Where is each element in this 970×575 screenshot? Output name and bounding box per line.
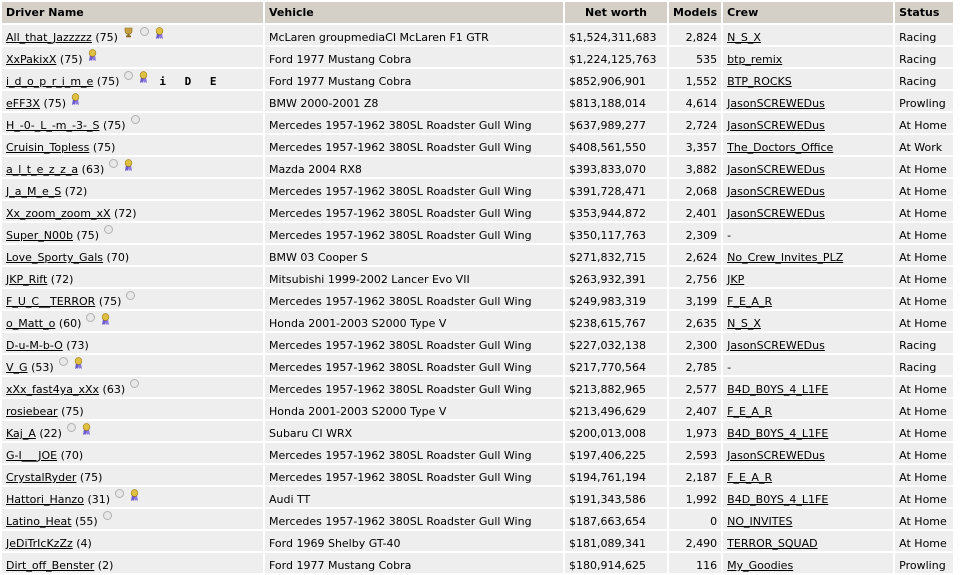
vehicle-cell: Mercedes 1957-1962 380SL Roadster Gull Wing xyxy=(265,443,563,463)
driver-badges xyxy=(120,31,167,44)
driver-link[interactable]: Xx_zoom_zoom_xX xyxy=(6,207,111,220)
col-header-networth[interactable]: Net worth xyxy=(565,2,667,23)
table-row xyxy=(2,443,953,463)
models-cell: 2,593 xyxy=(669,443,721,463)
table-row xyxy=(2,267,953,287)
crew-cell xyxy=(723,267,893,287)
table-row xyxy=(2,333,953,353)
driver-link[interactable]: i_d_o_p_r_i_m_e xyxy=(6,75,94,88)
driver-level: (31) xyxy=(87,493,111,506)
vehicle-cell: Mercedes 1957-1962 380SL Roadster Gull Wing xyxy=(265,509,563,529)
status-cell: At Home xyxy=(895,399,953,419)
vehicle-cell: Audi TT xyxy=(265,487,563,507)
networth-cell: $393,833,070 xyxy=(565,157,667,177)
crew-cell xyxy=(723,355,893,375)
networth-cell: $197,406,225 xyxy=(565,443,667,463)
driver-link[interactable]: xXx_fast4ya_xXx xyxy=(6,383,100,396)
crew-link[interactable]: JasonSCREWEDus xyxy=(727,185,825,198)
driver-cell xyxy=(2,245,263,265)
vehicle-cell: Mercedes 1957-1962 380SL Roadster Gull Wing xyxy=(265,465,563,485)
status-cell: At Home xyxy=(895,509,953,529)
ribbon-icon xyxy=(127,493,142,506)
driver-link[interactable]: F_U_C__TERROR xyxy=(6,295,96,308)
table-row xyxy=(2,157,953,177)
status-cell: Prowling xyxy=(895,553,953,573)
driver-link[interactable]: V_G xyxy=(6,361,28,374)
circle-icon xyxy=(100,515,115,528)
vehicle-cell: Ford 1977 Mustang Cobra xyxy=(265,553,563,573)
driver-level: (2) xyxy=(97,559,114,572)
driver-link[interactable]: Love_Sporty_Gals xyxy=(6,251,104,264)
driver-badges xyxy=(101,229,116,242)
crew-cell xyxy=(723,91,893,111)
networth-cell: $813,188,014 xyxy=(565,91,667,111)
driver-badges xyxy=(68,97,83,110)
crew-none: - xyxy=(727,361,732,374)
ribbon-icon xyxy=(136,75,151,88)
networth-cell: $1,224,125,763 xyxy=(565,47,667,67)
models-cell: 1,552 xyxy=(669,69,721,89)
vehicle-cell: BMW 03 Cooper S xyxy=(265,245,563,265)
crew-link[interactable]: No_Crew_Invites_PLZ xyxy=(727,251,844,264)
status-cell: At Home xyxy=(895,157,953,177)
table-body xyxy=(2,25,953,573)
crew-link[interactable]: JasonSCREWEDus xyxy=(727,339,825,352)
col-header-status[interactable]: Status xyxy=(895,2,953,23)
networth-cell: $249,983,319 xyxy=(565,289,667,309)
circle-icon xyxy=(112,493,127,506)
crew-link[interactable]: JasonSCREWEDus xyxy=(727,119,825,132)
vehicle-cell: BMW 2000-2001 Z8 xyxy=(265,91,563,111)
status-cell: At Home xyxy=(895,465,953,485)
table-row xyxy=(2,47,953,67)
driver-link[interactable]: Kaj_A xyxy=(6,427,36,440)
driver-cell xyxy=(2,311,263,331)
driver-cell xyxy=(2,25,263,45)
status-cell: At Home xyxy=(895,487,953,507)
driver-link[interactable]: Latino_Heat xyxy=(6,515,72,528)
driver-level: (75) xyxy=(43,97,67,110)
driver-badges xyxy=(106,163,136,176)
networth-cell: $213,882,965 xyxy=(565,377,667,397)
models-cell: 2,068 xyxy=(669,179,721,199)
driver-level: (55) xyxy=(75,515,98,528)
driver-level: (72) xyxy=(50,273,74,286)
crew-link[interactable]: B4D_B0YS_4_L1FE xyxy=(727,427,829,440)
table-row xyxy=(2,179,953,199)
ribbon-icon xyxy=(71,361,86,374)
circle-icon xyxy=(137,31,152,44)
crew-cell xyxy=(723,333,893,353)
crew-link[interactable]: btp_remix xyxy=(727,53,783,66)
driver-cell xyxy=(2,465,263,485)
table-row xyxy=(2,289,953,309)
table-row xyxy=(2,421,953,441)
status-cell: At Home xyxy=(895,443,953,463)
table-row xyxy=(2,245,953,265)
driver-cell xyxy=(2,91,263,111)
networth-cell: $271,832,715 xyxy=(565,245,667,265)
crew-link[interactable]: JKP xyxy=(727,273,745,286)
networth-cell: $191,343,586 xyxy=(565,487,667,507)
driver-cell xyxy=(2,157,263,177)
driver-cell xyxy=(2,333,263,353)
models-cell: 1,973 xyxy=(669,421,721,441)
table-row xyxy=(2,223,953,243)
col-header-vehicle[interactable]: Vehicle xyxy=(265,2,563,23)
driver-level: (22) xyxy=(39,427,62,440)
table-row xyxy=(2,487,953,507)
models-cell: 4,614 xyxy=(669,91,721,111)
networth-cell: $350,117,763 xyxy=(565,223,667,243)
networth-cell: $181,089,341 xyxy=(565,531,667,551)
driver-level: (75) xyxy=(92,141,116,154)
crew-cell xyxy=(723,553,893,573)
driver-cell xyxy=(2,443,263,463)
models-cell: 2,824 xyxy=(669,25,721,45)
crew-link[interactable]: JasonSCREWEDus xyxy=(727,207,825,220)
vehicle-cell: McLaren groupmediaCI McLaren F1 GTR xyxy=(265,25,563,45)
networth-cell: $391,728,471 xyxy=(565,179,667,199)
networth-cell: $353,944,872 xyxy=(565,201,667,221)
driver-level: (53) xyxy=(31,361,54,374)
vehicle-cell: Mercedes 1957-1962 380SL Roadster Gull Wing xyxy=(265,113,563,133)
driver-level: (72) xyxy=(114,207,137,220)
circle-icon xyxy=(83,317,98,330)
driver-link[interactable]: JKP_Rift xyxy=(6,273,48,286)
crew-cell xyxy=(723,509,893,529)
models-cell: 0 xyxy=(669,509,721,529)
crew-link[interactable]: NO_INVITES xyxy=(727,515,793,528)
driver-badges xyxy=(64,427,94,440)
driver-cell xyxy=(2,289,263,309)
crew-link[interactable]: N_S_X xyxy=(727,317,761,330)
ribbon-icon xyxy=(152,31,167,44)
crew-link[interactable]: JasonSCREWEDus xyxy=(727,97,825,110)
status-cell: At Home xyxy=(895,289,953,309)
crew-link[interactable]: The_Doctors_Office xyxy=(727,141,834,154)
vehicle-cell: Subaru CI WRX xyxy=(265,421,563,441)
vehicle-cell: Honda 2001-2003 S2000 Type V xyxy=(265,311,563,331)
driver-cell xyxy=(2,487,263,507)
ribbon-icon xyxy=(79,427,94,440)
crew-link[interactable]: JasonSCREWEDus xyxy=(727,163,825,176)
status-cell: Prowling xyxy=(895,91,953,111)
status-cell: At Home xyxy=(895,267,953,287)
crew-cell xyxy=(723,113,893,133)
vehicle-cell: Honda 2001-2003 S2000 Type V xyxy=(265,399,563,419)
status-cell: At Home xyxy=(895,311,953,331)
crew-link[interactable]: BTP_ROCKS xyxy=(727,75,792,88)
models-cell: 2,756 xyxy=(669,267,721,287)
models-cell: 116 xyxy=(669,553,721,573)
models-cell: 2,635 xyxy=(669,311,721,331)
driver-link[interactable]: Dirt_off_Benster xyxy=(6,559,95,572)
vehicle-cell: Ford 1977 Mustang Cobra xyxy=(265,47,563,67)
models-cell: 2,309 xyxy=(669,223,721,243)
crew-cell xyxy=(723,245,893,265)
crew-cell xyxy=(723,421,893,441)
driver-badges xyxy=(100,515,115,528)
table-row xyxy=(2,201,953,221)
driver-cell xyxy=(2,201,263,221)
driver-cell xyxy=(2,179,263,199)
driver-badges xyxy=(127,383,142,396)
driver-cell xyxy=(2,223,263,243)
col-header-driver[interactable]: Driver Name xyxy=(2,2,263,23)
table-row xyxy=(2,465,953,485)
status-cell: At Home xyxy=(895,179,953,199)
ribbon-icon xyxy=(121,163,136,176)
driver-cell xyxy=(2,531,263,551)
models-cell: 3,357 xyxy=(669,135,721,155)
driver-link[interactable]: o_Matt_o xyxy=(6,317,56,330)
networth-cell: $263,932,391 xyxy=(565,267,667,287)
models-cell: 2,187 xyxy=(669,465,721,485)
crew-cell xyxy=(723,157,893,177)
driver-level: (72) xyxy=(64,185,88,198)
driver-link[interactable]: a_l_t_e_z_z_a xyxy=(6,163,79,176)
crew-link[interactable]: F_E_A_R xyxy=(727,471,773,484)
crew-cell xyxy=(723,443,893,463)
status-cell: Racing xyxy=(895,47,953,67)
crew-link[interactable]: B4D_B0YS_4_L1FE xyxy=(727,383,829,396)
status-cell: At Home xyxy=(895,377,953,397)
vehicle-cell: Mercedes 1957-1962 380SL Roadster Gull Wing xyxy=(265,223,563,243)
status-cell: At Home xyxy=(895,113,953,133)
table-row xyxy=(2,91,953,111)
networth-cell: $187,663,654 xyxy=(565,509,667,529)
driver-cell xyxy=(2,47,263,67)
driver-level: (70) xyxy=(106,251,130,264)
table-row xyxy=(2,113,953,133)
circle-icon xyxy=(121,75,136,88)
vehicle-cell: Ford 1977 Mustang Cobra xyxy=(265,69,563,89)
crew-none: - xyxy=(727,229,732,242)
status-cell: Racing xyxy=(895,69,953,89)
networth-cell: $637,989,277 xyxy=(565,113,667,133)
driver-level: (63) xyxy=(102,383,126,396)
table-row xyxy=(2,377,953,397)
table-row xyxy=(2,355,953,375)
driver-level: (60) xyxy=(58,317,82,330)
ribbon-icon xyxy=(85,53,100,66)
table-row xyxy=(2,509,953,529)
driver-tag: i D E xyxy=(159,75,223,88)
crew-link[interactable]: JasonSCREWEDus xyxy=(727,449,825,462)
driver-link[interactable]: Cruisin_Topless xyxy=(6,141,90,154)
driver-badges xyxy=(56,361,86,374)
models-cell: 2,724 xyxy=(669,113,721,133)
networth-cell: $1,524,311,683 xyxy=(565,25,667,45)
header-row xyxy=(2,2,953,23)
driver-badges xyxy=(85,53,100,66)
driver-cell xyxy=(2,509,263,529)
trophy-icon xyxy=(120,31,137,44)
driver-cell xyxy=(2,355,263,375)
table-row xyxy=(2,69,953,89)
ribbon-icon xyxy=(98,317,113,330)
networth-cell: $200,013,008 xyxy=(565,421,667,441)
networth-cell: $852,906,901 xyxy=(565,69,667,89)
status-cell: Racing xyxy=(895,25,953,45)
circle-icon xyxy=(101,229,116,242)
crew-cell xyxy=(723,487,893,507)
col-header-models[interactable]: Models xyxy=(669,2,721,23)
networth-cell: $408,561,550 xyxy=(565,135,667,155)
models-cell: 2,407 xyxy=(669,399,721,419)
table-row xyxy=(2,25,953,45)
circle-icon xyxy=(128,119,143,132)
crew-link[interactable]: B4D_B0YS_4_L1FE xyxy=(727,493,829,506)
driver-link[interactable]: D-u-M-b-O xyxy=(6,339,63,352)
driver-link[interactable]: XxPakixX xyxy=(6,53,57,66)
status-cell: Racing xyxy=(895,333,953,353)
driver-link[interactable]: JeDiTrIcKzZz xyxy=(6,537,73,550)
driver-level: (75) xyxy=(96,75,120,88)
circle-icon xyxy=(64,427,79,440)
models-cell: 3,199 xyxy=(669,289,721,309)
driver-level: (63) xyxy=(81,163,105,176)
table-row xyxy=(2,531,953,551)
vehicle-cell: Mitsubishi 1999-2002 Lancer Evo VII xyxy=(265,267,563,287)
models-cell: 2,401 xyxy=(669,201,721,221)
driver-cell xyxy=(2,267,263,287)
driver-cell xyxy=(2,69,263,89)
networth-cell: $194,761,194 xyxy=(565,465,667,485)
vehicle-cell: Mercedes 1957-1962 380SL Roadster Gull Wing xyxy=(265,179,563,199)
driver-link[interactable]: G-I___JOE xyxy=(6,449,58,462)
models-cell: 2,624 xyxy=(669,245,721,265)
crew-cell xyxy=(723,25,893,45)
driver-level: (75) xyxy=(102,119,126,132)
driver-link[interactable]: H_-0-_L_-m_-3-_S xyxy=(6,119,100,132)
crew-link[interactable]: F_E_A_R xyxy=(727,295,773,308)
crew-cell xyxy=(723,377,893,397)
circle-icon xyxy=(106,163,121,176)
col-header-crew[interactable]: Crew xyxy=(723,2,893,23)
models-cell: 3,882 xyxy=(669,157,721,177)
crew-link[interactable]: My_Goodies xyxy=(727,559,794,572)
crew-cell xyxy=(723,179,893,199)
driver-link[interactable]: Super_N00b xyxy=(6,229,73,242)
models-cell: 1,992 xyxy=(669,487,721,507)
models-cell: 2,300 xyxy=(669,333,721,353)
vehicle-cell: Mercedes 1957-1962 380SL Roadster Gull Wing xyxy=(265,289,563,309)
crew-cell xyxy=(723,289,893,309)
circle-icon xyxy=(127,383,142,396)
crew-link[interactable]: TERROR_SQUAD xyxy=(727,537,818,550)
driver-badges xyxy=(112,493,142,506)
crew-cell xyxy=(723,465,893,485)
driver-link[interactable]: J_a_M_e_S xyxy=(6,185,62,198)
circle-icon xyxy=(56,361,71,374)
status-cell: At Home xyxy=(895,201,953,221)
crew-cell xyxy=(723,311,893,331)
crew-cell xyxy=(723,69,893,89)
status-cell: At Home xyxy=(895,245,953,265)
crew-cell xyxy=(723,531,893,551)
driver-level: (75) xyxy=(76,229,100,242)
driver-cell xyxy=(2,377,263,397)
driver-level: (73) xyxy=(66,339,89,352)
driver-level: (4) xyxy=(76,537,92,550)
driver-level: (75) xyxy=(79,471,103,484)
vehicle-cell: Mercedes 1957-1962 380SL Roadster Gull Wing xyxy=(265,333,563,353)
status-cell: Racing xyxy=(895,355,953,375)
driver-level: (75) xyxy=(98,295,122,308)
driver-level: (75) xyxy=(61,405,84,418)
networth-cell: $180,914,625 xyxy=(565,553,667,573)
driver-level: (75) xyxy=(95,31,118,44)
vehicle-cell: Ford 1969 Shelby GT-40 xyxy=(265,531,563,551)
driver-cell xyxy=(2,553,263,573)
table-row xyxy=(2,399,953,419)
driver-cell xyxy=(2,421,263,441)
vehicle-cell: Mercedes 1957-1962 380SL Roadster Gull Wing xyxy=(265,201,563,221)
driver-cell xyxy=(2,399,263,419)
status-cell: At Home xyxy=(895,421,953,441)
models-cell: 2,577 xyxy=(669,377,721,397)
driver-badges xyxy=(83,317,113,330)
crew-cell xyxy=(723,399,893,419)
table-row xyxy=(2,553,953,573)
status-cell: At Home xyxy=(895,223,953,243)
ribbon-icon xyxy=(68,97,83,110)
status-cell: At Work xyxy=(895,135,953,155)
models-cell: 2,490 xyxy=(669,531,721,551)
driver-badges xyxy=(121,75,151,88)
status-cell: At Home xyxy=(895,531,953,551)
networth-cell: $213,496,629 xyxy=(565,399,667,419)
vehicle-cell: Mercedes 1957-1962 380SL Roadster Gull Wing xyxy=(265,355,563,375)
driver-badges xyxy=(128,119,143,132)
crew-cell xyxy=(723,135,893,155)
table-row xyxy=(2,135,953,155)
driver-link[interactable]: eFF3X xyxy=(6,97,40,110)
vehicle-cell: Mercedes 1957-1962 380SL Roadster Gull Wing xyxy=(265,377,563,397)
crew-link[interactable]: F_E_A_R xyxy=(727,405,773,418)
table-row xyxy=(2,311,953,331)
driver-cell xyxy=(2,113,263,133)
driver-link[interactable]: Hattori_Hanzo xyxy=(6,493,84,506)
models-cell: 535 xyxy=(669,47,721,67)
driver-link[interactable]: rosiebear xyxy=(6,405,58,418)
models-cell: 2,785 xyxy=(669,355,721,375)
crew-cell xyxy=(723,47,893,67)
driver-link[interactable]: CrystalRyder xyxy=(6,471,77,484)
crew-link[interactable]: N_S_X xyxy=(727,31,761,44)
networth-cell: $227,032,138 xyxy=(565,333,667,353)
driver-level: (75) xyxy=(59,53,83,66)
driver-level: (70) xyxy=(60,449,84,462)
crew-cell xyxy=(723,223,893,243)
networth-cell: $238,615,767 xyxy=(565,311,667,331)
driver-link[interactable]: All_that_Jazzzzz xyxy=(6,31,92,44)
circle-icon xyxy=(123,295,138,308)
crew-cell xyxy=(723,201,893,221)
vehicle-cell: Mercedes 1957-1962 380SL Roadster Gull Wing xyxy=(265,135,563,155)
driver-badges xyxy=(123,295,138,308)
networth-cell: $217,770,564 xyxy=(565,355,667,375)
driver-cell xyxy=(2,135,263,155)
vehicle-cell: Mazda 2004 RX8 xyxy=(265,157,563,177)
